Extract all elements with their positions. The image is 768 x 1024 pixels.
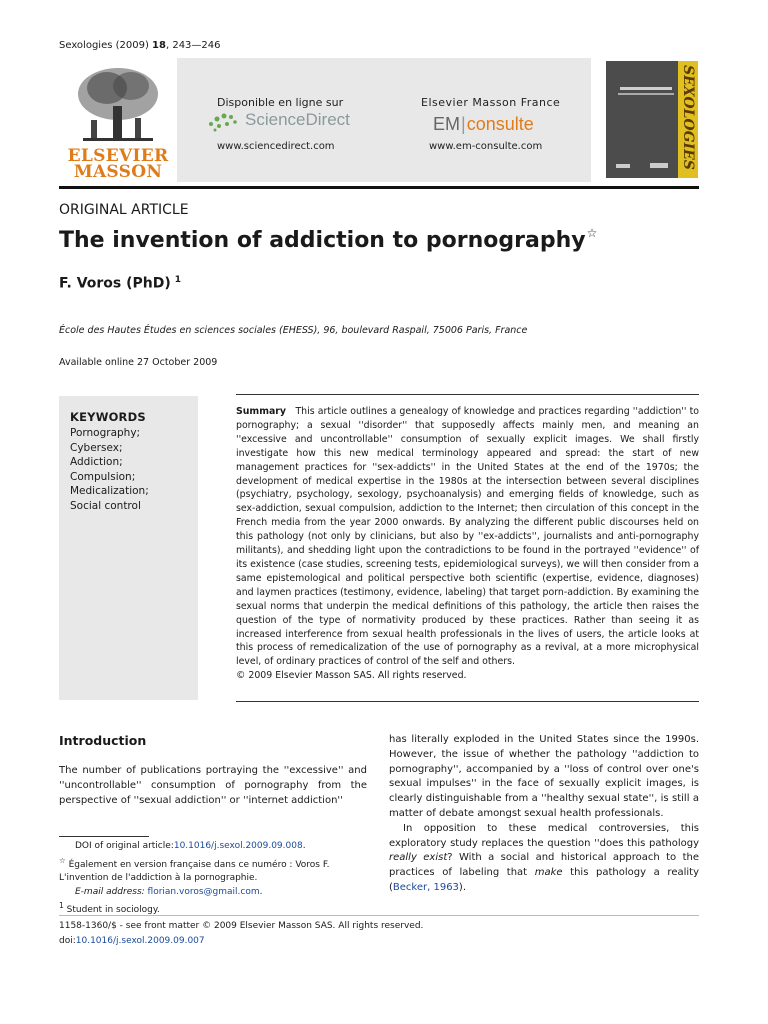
original-doi-link[interactable]: 10.1016/j.sexol.2009.09.008 <box>173 841 303 851</box>
em-consulte-url[interactable]: www.em-consulte.com <box>429 141 543 152</box>
available-online: Available online 27 October 2009 <box>59 357 218 368</box>
journal-reference: Sexologies (2009) 18, 243—246 <box>59 40 221 51</box>
abstract-text: This article outlines a genealogy of knowledge and practices regarding ''addiction'' to pornography; a sexual ''disorder'' that supposedly affects mainly men, and meaning an ''excessive and uncontrollable'' consumption of sexually explicit images. We shall firstly investigate how this new medical terminology appeared and spread: the start of new management practices for ''sex-addicts'' in the United States at the end of the 1970s; the development of medical expertise in the 1980s at the intersection between several disciplines (psychiatry, psychology, sexology, psychoanalysis) and emerging fields of knowledge, such as sex-addiction, sexual compulsion, addiction to the Internet; then circulation of this concept in the French media from the year 2000 onwards. By analyzing the different public discourses held on this pathology (not only by clinicians, but also by ''ex-addicts'', journalists and anti-pornography militants), and shedding light upon the contradictions to be found in the portrayed ''evidence'' of its existence (case studies, screening tests, epidemiological surveys), we will then consider from a same epistemological and political perspective both scientific (expertise, evidence, diagnoses) and laymen practices (testimony, evidence, labeling) that target porn-addiction. By examining the sexual norms that underpin the medical definitions of this pathology, the article then raises the question of the type of normativity produced by these practices. Rather than seeing it as increased interference from sexual health professionals in the lives of users, the article looks at this process of remedicalization of the use of pornography as a revival, at a more microphysical level, of ordinary practices of control of the self and others. <box>236 406 699 668</box>
cover-subheading-line <box>618 93 674 95</box>
cover-title-strip <box>678 61 698 178</box>
bottom-rule <box>59 915 699 916</box>
cover-heading-line <box>620 87 672 90</box>
abstract <box>236 405 699 683</box>
keyword-item: Addiction; <box>70 456 123 469</box>
keywords-list <box>70 426 149 514</box>
introduction-column-2 <box>389 733 699 896</box>
footnotes <box>59 840 367 918</box>
footnote-email: E-mail address: florian.voros@gmail.com. <box>75 886 263 897</box>
col2-paragraph-2: In opposition to these medical controversies, this exploratory study replaces the question ''does this pathology really exist? With a social and historical approach to the practices of labeling that make this pathology a reality (Becker, 1963). <box>389 822 699 893</box>
cover-title: SEXOLOGIES <box>680 65 696 170</box>
sciencedirect-url[interactable]: www.sciencedirect.com <box>217 141 335 152</box>
sciencedirect-name: ScienceDirect <box>245 110 350 129</box>
keywords-box <box>59 396 198 700</box>
author: F. Voros (PhD) $^1$ <box>59 275 182 292</box>
header-rule <box>59 186 699 189</box>
sciencedirect-caption: Disponible en ligne sur <box>217 96 344 109</box>
keyword-item: Compulsion; <box>70 470 136 483</box>
title-footnote-star[interactable]: ☆ <box>586 226 598 240</box>
elsevier-tree-icon <box>73 66 163 144</box>
keyword-item: Pornography; <box>70 427 141 439</box>
doi-line: doi:10.1016/j.sexol.2009.09.007 <box>59 936 205 946</box>
affiliation: École des Hautes Études en sciences sociales (EHESS), 96, boulevard Raspail, 75006 Paris, France <box>59 325 528 336</box>
footnote-one: $^1$ Student in sociology. <box>59 901 160 915</box>
article-doi-link[interactable]: 10.1016/j.sexol.2009.09.007 <box>75 936 205 946</box>
cover-logos-icon <box>616 161 676 171</box>
footnote-doi: DOI of original article:10.1016/j.sexol.2009.09.008. <box>75 841 306 851</box>
keyword-item: Social control <box>70 499 141 512</box>
abstract-top-rule <box>236 394 699 395</box>
sciencedirect-dots-icon <box>207 110 243 132</box>
col2-paragraph-1: has literally exploded in the United States since the 1990s. However, the issue of whether the pathology ''addiction to pornography'', accompanied by a ''loss of control over one's sexual impulses'' in the face of sexually explicit images, is clearly distinguishable from a ''healthy sexual state'', is still a matter of debate amongst sexual health professionals. <box>389 734 699 819</box>
online-access-box <box>177 58 591 182</box>
em-consulte-logo[interactable]: EM|consulte <box>433 114 534 134</box>
publisher-name-line1: ELSEVIER <box>67 146 169 166</box>
introduction-heading: Introduction <box>59 733 147 748</box>
keywords-heading: KEYWORDS <box>70 410 146 424</box>
publisher-banner <box>59 58 591 182</box>
sciencedirect-logo[interactable] <box>207 110 367 134</box>
issn-line: 1158-1360/$ - see front matter © 2009 Elsevier Masson SAS. All rights reserved. <box>59 921 424 931</box>
article-type: ORIGINAL ARTICLE <box>59 202 189 218</box>
footnote-rule <box>59 836 149 837</box>
introduction-text: The number of publications portraying the ''excessive'' and ''uncontrollable'' consumption of pornography from the perspective of ''sexual addiction'' or ''internet addiction'' <box>59 765 367 806</box>
author-footnote-mark[interactable]: 1 <box>174 275 182 285</box>
becker-reference-link[interactable]: Becker, 1963 <box>392 881 459 893</box>
abstract-bottom-rule <box>236 701 699 702</box>
abstract-label: Summary <box>236 406 287 417</box>
footnote-star: ☆ Également en version française dans ce numéro : Voros F. L'invention de l'addiction à la pornographie. <box>59 855 330 883</box>
em-consulte-caption: Elsevier Masson France <box>421 96 561 109</box>
article-title: The invention of addiction to pornography☆ <box>59 226 598 253</box>
abstract-copyright: © 2009 Elsevier Masson SAS. All rights reserved. <box>236 670 467 682</box>
keyword-item: Cybersex; <box>70 441 123 454</box>
keyword-item: Medicalization; <box>70 485 149 498</box>
elsevier-logo <box>59 58 177 182</box>
author-email-link[interactable]: florian.voros@gmail.com <box>147 886 260 897</box>
publisher-name-line2: MASSON <box>73 162 163 182</box>
journal-cover <box>606 61 698 178</box>
